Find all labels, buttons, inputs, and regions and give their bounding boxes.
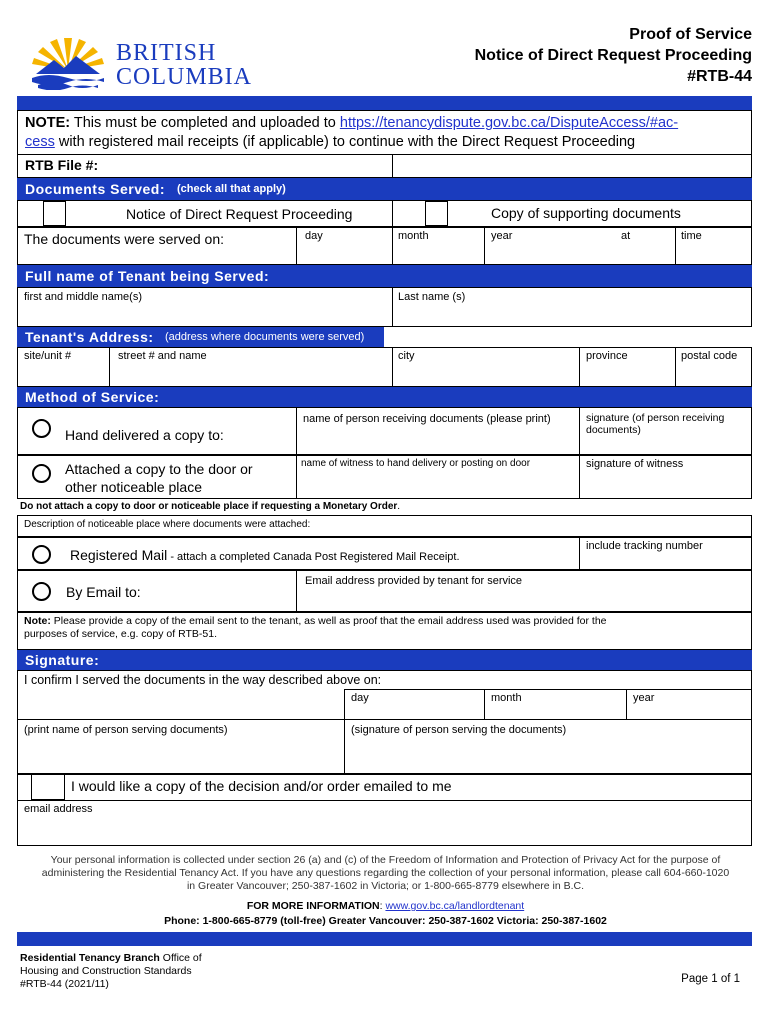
more-info-sep: :: [379, 900, 386, 912]
branch-line-2: Housing and Construction Standards: [20, 965, 192, 977]
method-service-header: [17, 387, 752, 407]
province-label: province: [586, 350, 628, 362]
bottom-band: [17, 932, 752, 946]
email-row: [17, 570, 297, 612]
title-line-2: Notice of Direct Request Proceeding: [474, 47, 752, 64]
postal-code-label: postal code: [681, 350, 738, 362]
registered-mail-label: Registered Mail: [70, 547, 168, 563]
privacy-line-3: in Greater Vancouver; 250-387-1602 in Victoria; or 1-800-665-8779 elsewhere in B.C.: [186, 880, 585, 892]
hand-delivered-label: Hand delivered a copy to:: [65, 427, 224, 443]
city-input[interactable]: [392, 347, 580, 387]
more-info: [17, 900, 754, 912]
city-label: city: [398, 350, 415, 362]
note-text: [25, 114, 750, 152]
documents-served-heading: Documents Served:: [25, 181, 165, 197]
notice-direct-request-checkbox[interactable]: [43, 201, 66, 226]
tracking-number-label: include tracking number: [586, 540, 703, 552]
note-text-2: with registered mail receipts (if applicable) to continue with the Direct Request Proceeding: [54, 134, 636, 150]
attached-label-2: other noticeable place: [65, 479, 202, 495]
site-unit-label: site/unit #: [24, 350, 72, 362]
signature-month-label: month: [491, 692, 522, 704]
notice-direct-request-label: Notice of Direct Request Proceeding: [126, 206, 353, 222]
tenant-address-heading: Tenant's Address:: [25, 329, 154, 345]
page-number: Page 1 of 1: [681, 973, 740, 985]
email-address-label: email address: [24, 803, 93, 815]
tenant-first-name-label: first and middle name(s): [24, 291, 142, 303]
documents-served-subheading: (check all that apply): [177, 183, 286, 195]
street-label: street # and name: [118, 350, 207, 362]
email-copy-checkbox[interactable]: [31, 774, 65, 800]
phone-numbers: Phone: 1-800-665-8779 (toll-free) Greater Vancouver: 250-387-1602 Victoria: 250-387-1602: [164, 915, 607, 927]
dispute-access-link[interactable]: https://tenancydispute.gov.bc.ca/DisputeAccess/#ac-: [339, 115, 679, 131]
email-copy-label: I would like a copy of the decision and/or order emailed to me: [71, 778, 452, 794]
served-time-label: time: [681, 230, 702, 242]
supporting-documents-checkbox[interactable]: [425, 201, 448, 226]
privacy-line-2: administering the Residential Tenancy Act. If you have any questions regarding the collection of your personal information, please call 604-660-1020: [41, 867, 730, 879]
form-title: [475, 24, 752, 87]
tenant-name-heading: Full name of Tenant being Served:: [25, 268, 270, 284]
noticeable-place-description-label: Description of noticeable place where documents were attached:: [24, 519, 311, 530]
top-band: [17, 96, 752, 110]
signature-confirm-label: I confirm I served the documents in the way described above on:: [24, 673, 382, 687]
served-at-label: at: [621, 230, 631, 242]
email-note-text: [24, 615, 744, 641]
branch-name: Residential Tenancy Branch: [20, 952, 160, 964]
attached-label-1: Attached a copy to the door or: [65, 461, 253, 477]
served-year-input[interactable]: [484, 227, 676, 265]
tenant-email-label: Email address provided by tenant for service: [305, 575, 523, 587]
serving-signature-label: (signature of person serving the documents): [351, 724, 567, 736]
registered-mail-radio[interactable]: [32, 545, 51, 564]
more-info-label: FOR MORE INFORMATION: [246, 900, 380, 912]
monetary-order-warning-end: .: [397, 501, 401, 512]
logo-text-columbia: COLUMBIA: [116, 64, 253, 90]
email-note-text-1: Please provide a copy of the email sent to the tenant, as well as proof that the email address used was provided for the: [50, 615, 607, 627]
note-text-1: This must be completed and uploaded to: [70, 115, 340, 131]
branch-info: [20, 952, 202, 991]
print-name-label: (print name of person serving documents): [24, 724, 228, 736]
title-line-3: #RTB-44: [687, 68, 752, 85]
documents-served-header: [17, 178, 752, 200]
tenant-last-name-label: Last name (s): [398, 291, 466, 303]
receiver-signature-label: signature (of person receiving documents): [586, 412, 725, 436]
tenant-address-header: [17, 327, 384, 347]
email-label: By Email to:: [66, 584, 141, 600]
signature-year-label: year: [633, 692, 655, 704]
email-note-text-2: purposes of service, e.g. copy of RTB-51.: [24, 628, 217, 640]
bc-logo: [28, 30, 253, 90]
witness-signature-label: signature of witness: [586, 458, 684, 470]
branch-office: Office of: [159, 952, 202, 964]
dispute-access-link-cont[interactable]: cess: [25, 134, 55, 150]
supporting-documents-label: Copy of supporting documents: [491, 205, 681, 221]
sun-mountain-logo-icon: [28, 30, 108, 90]
signature-spacer-cell: [17, 689, 345, 720]
note-label: NOTE:: [25, 115, 71, 131]
served-year-label: year: [491, 230, 513, 242]
signature-heading: Signature:: [25, 652, 100, 668]
registered-mail-detail: - attach a completed Canada Post Registered Mail Receipt.: [167, 551, 460, 563]
served-month-label: month: [398, 230, 429, 242]
registered-mail-text: [70, 547, 460, 563]
served-day-label: day: [305, 230, 323, 242]
receiver-name-label: name of person receiving documents (please print): [303, 413, 551, 425]
rtb-file-label: RTB File #:: [25, 157, 99, 173]
witness-name-label: name of witness to hand delivery or posting on door: [301, 458, 531, 469]
tenant-address-subheading: (address where documents were served): [165, 331, 365, 343]
monetary-order-warning: [20, 501, 400, 512]
method-service-heading: Method of Service:: [25, 389, 160, 405]
tenant-name-header: [17, 265, 752, 287]
signature-header: [17, 650, 752, 670]
monetary-order-warning-bold: Do not attach a copy to door or noticeable place if requesting a Monetary Order: [20, 501, 398, 512]
privacy-notice: [17, 854, 754, 893]
form-id: #RTB-44 (2021/11): [20, 978, 109, 990]
email-address-input[interactable]: [17, 800, 752, 846]
hand-delivered-radio[interactable]: [32, 419, 51, 438]
served-on-label: The documents were served on:: [24, 231, 224, 247]
title-line-1: Proof of Service: [629, 26, 752, 43]
landlord-tenant-link[interactable]: www.gov.bc.ca/landlordtenant: [385, 900, 525, 912]
attached-door-radio[interactable]: [32, 464, 51, 483]
signature-day-label: day: [351, 692, 369, 704]
rtb-file-input[interactable]: [392, 154, 752, 178]
email-note-label: Note:: [24, 615, 51, 627]
email-radio[interactable]: [32, 582, 51, 601]
privacy-line-1: Your personal information is collected under section 26 (a) and (c) of the Freedom of Information and Protection of Privacy Act for the purpose of: [50, 854, 721, 866]
logo-text-british: BRITISH: [116, 40, 217, 66]
